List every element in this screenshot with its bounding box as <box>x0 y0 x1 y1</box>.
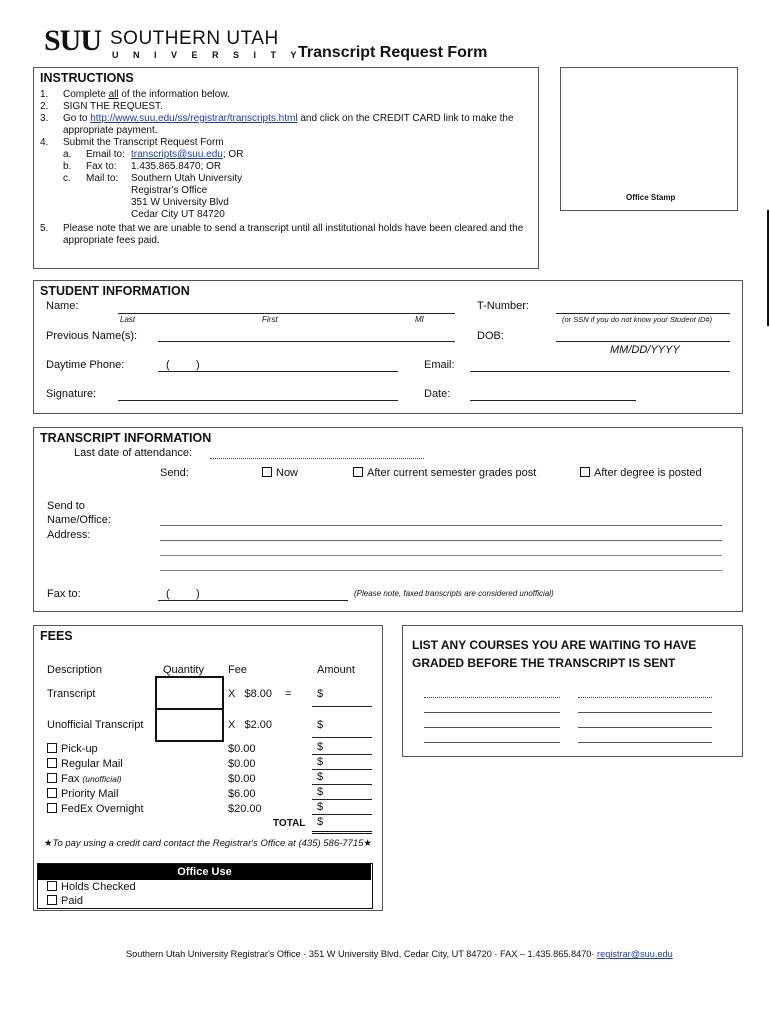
footer <box>126 949 673 959</box>
logo-name: SOUTHERN UTAH <box>110 28 279 49</box>
signature-input-line[interactable] <box>118 400 398 401</box>
send-after-semester-option[interactable] <box>353 467 536 479</box>
fax-to-label: Fax to: <box>47 588 81 600</box>
pickup-option[interactable] <box>47 743 98 755</box>
checkbox-icon[interactable] <box>47 743 57 753</box>
form-title: Transcript Request Form <box>298 44 488 61</box>
course-line[interactable] <box>424 742 560 743</box>
send-now-label: Now <box>276 467 299 479</box>
send-after-degree-option[interactable] <box>580 467 702 479</box>
logo-sub: U N I V E R S I T Y <box>112 50 299 60</box>
phone-paren-close: ) <box>196 359 200 371</box>
step-text: Please note that we are unable to send a transcript until all institutional holds have been cleared and the <box>63 223 524 234</box>
course-line[interactable] <box>578 697 712 698</box>
last-name-hint: Last <box>120 315 136 324</box>
phone-paren-open: ( <box>166 359 170 371</box>
last-attendance-label: Last date of attendance: <box>74 447 193 459</box>
course-line[interactable] <box>424 697 560 698</box>
checkbox-icon[interactable] <box>353 467 363 477</box>
col-fee: Fee <box>228 664 247 676</box>
transcripts-page-link[interactable]: http://www.suu.edu/ss/registrar/transcripts.html <box>90 113 298 124</box>
page-edge-mark <box>767 210 769 326</box>
dollar-sign: $ <box>317 786 324 798</box>
fedex-label: FedEx Overnight <box>61 803 144 815</box>
course-line[interactable] <box>424 712 560 713</box>
regular-mail-label: Regular Mail <box>61 758 123 770</box>
fax-option[interactable] <box>47 773 122 785</box>
mail-address-line: Registrar's Office <box>131 185 208 196</box>
unofficial-fee: X $2.00 <box>228 719 273 731</box>
regular-mail-fee: $0.00 <box>228 758 256 770</box>
mail-address-line: 351 W University Blvd <box>131 197 229 208</box>
dollar-sign: $ <box>317 688 324 700</box>
pickup-fee: $0.00 <box>228 743 256 755</box>
unofficial-quantity-box[interactable] <box>155 708 224 742</box>
previous-names-label: Previous Name(s): <box>46 330 138 342</box>
fees-title: FEES <box>40 629 73 643</box>
substep-text: Mail to: <box>86 173 119 184</box>
student-info-title: STUDENT INFORMATION <box>40 284 190 298</box>
course-line[interactable] <box>578 727 712 728</box>
phone-input-line[interactable] <box>158 371 398 372</box>
send-now-option[interactable] <box>262 467 298 479</box>
fax-label: Fax <box>61 773 80 785</box>
checkbox-icon[interactable] <box>262 467 272 477</box>
office-stamp-box <box>560 67 738 211</box>
office-use-label: Office Use <box>177 866 232 878</box>
previous-names-input-line[interactable] <box>158 341 455 342</box>
instructions-title: INSTRUCTIONS <box>40 71 134 85</box>
checkbox-icon[interactable] <box>47 895 57 905</box>
date-input-line[interactable] <box>470 400 636 401</box>
step-text-underline: all <box>108 89 119 100</box>
first-name-hint: First <box>262 315 278 324</box>
step-number: 2. <box>40 101 49 112</box>
fax-paren-open: ( <box>166 588 170 600</box>
mi-hint: MI <box>415 315 424 324</box>
instructions-list <box>40 89 530 247</box>
unofficial-item: Unofficial Transcript <box>47 719 144 731</box>
fax-unofficial-note: (unofficial) <box>82 774 122 784</box>
transcript-equals: = <box>285 688 292 700</box>
fax-number: 1.435.865.8470; OR <box>131 161 222 172</box>
course-line[interactable] <box>578 742 712 743</box>
total-amount-line[interactable] <box>312 829 372 834</box>
tnumber-input-line[interactable] <box>556 313 730 314</box>
date-label: Date: <box>424 388 451 400</box>
send-after-degree-label: After degree is posted <box>594 467 702 479</box>
paid-option[interactable] <box>47 895 83 907</box>
last-attendance-input-line[interactable] <box>210 458 424 459</box>
substep-letter: a. <box>63 149 72 160</box>
send-after-semester-label: After current semester grades post <box>367 467 537 479</box>
transcripts-email-link[interactable]: transcripts@suu.edu <box>131 149 223 160</box>
fax-note: (Please note, faxed transcripts are considered unofficial) <box>354 589 554 598</box>
paid-label: Paid <box>61 895 84 907</box>
step-text: SIGN THE REQUEST. <box>63 101 163 112</box>
fax-paren-close: ) <box>196 588 200 600</box>
mail-address-line: Southern Utah University <box>131 173 243 184</box>
fedex-fee: $20.00 <box>228 803 262 815</box>
dollar-sign: $ <box>317 771 324 783</box>
send-to-line-3[interactable] <box>160 555 722 556</box>
holds-checked-label: Holds Checked <box>61 881 136 893</box>
col-description: Description <box>47 664 103 676</box>
email-input-line[interactable] <box>470 371 730 372</box>
dob-label: DOB: <box>477 330 504 342</box>
step-text: and click on the CREDIT CARD link to make the <box>297 113 514 124</box>
dollar-sign: $ <box>317 816 324 828</box>
total-label: TOTAL <box>273 818 306 829</box>
checkbox-icon[interactable] <box>47 803 57 813</box>
dollar-sign: $ <box>317 719 324 731</box>
fedex-option[interactable] <box>47 803 144 815</box>
regular-mail-option[interactable] <box>47 758 123 770</box>
step-text: Complete <box>63 89 109 100</box>
transcript-quantity-box[interactable] <box>155 676 224 710</box>
step-text: Submit the Transcript Request Form <box>63 137 224 148</box>
priority-mail-fee: $6.00 <box>228 788 256 800</box>
suu-logo <box>44 24 299 66</box>
registrar-email-link[interactable]: registrar@suu.edu <box>597 949 673 959</box>
step-number: 5. <box>40 223 49 234</box>
pickup-label: Pick-up <box>61 743 98 755</box>
priority-mail-label: Priority Mail <box>61 788 119 800</box>
step-text: of the information below. <box>118 89 230 100</box>
course-line[interactable] <box>578 712 712 713</box>
dollar-sign: $ <box>317 801 324 813</box>
courses-title-line-2: GRADED BEFORE THE TRANSCRIPT IS SENT <box>412 656 676 670</box>
office-stamp-label: Office Stamp <box>626 193 676 202</box>
checkbox-icon[interactable] <box>47 758 57 768</box>
substep-letter: b. <box>63 161 72 172</box>
checkbox-icon[interactable] <box>47 881 57 891</box>
transcript-amount-line[interactable] <box>312 706 372 707</box>
dob-input-line[interactable] <box>556 341 730 342</box>
transcript-item: Transcript <box>47 688 96 700</box>
courses-title-line-1: LIST ANY COURSES YOU ARE WAITING TO HAVE <box>412 638 697 652</box>
step-text: appropriate payment. <box>63 125 158 136</box>
checkbox-icon[interactable] <box>580 467 590 477</box>
dob-format-hint: MM/DD/YYYY <box>610 344 680 356</box>
priority-mail-amount-line[interactable] <box>312 799 372 800</box>
col-quantity: Quantity <box>163 664 204 676</box>
checkbox-icon[interactable] <box>47 788 57 798</box>
col-amount: Amount <box>317 664 355 676</box>
substep-letter: c. <box>63 173 71 184</box>
name-label: Name: <box>46 300 79 312</box>
footer-text: Southern Utah University Registrar's Office · 351 W University Blvd, Cedar City, UT 84720 · FAX – 1.435.865.8470· <box>126 949 598 959</box>
name-input-line[interactable] <box>118 313 455 314</box>
send-label: Send: <box>160 467 189 479</box>
dollar-sign: $ <box>317 741 324 753</box>
fedex-amount-line[interactable] <box>312 814 372 815</box>
step-text: appropriate fees paid. <box>63 235 160 246</box>
substep-text: Fax to: <box>86 161 117 172</box>
holds-checked-option[interactable] <box>47 881 136 893</box>
send-to-line-2[interactable] <box>160 540 722 541</box>
phone-label: Daytime Phone: <box>46 359 125 371</box>
step-number: 4. <box>40 137 49 148</box>
transcript-fee: X $8.00 <box>228 688 273 700</box>
dollar-sign: $ <box>317 756 324 768</box>
fax-input-line[interactable] <box>158 600 348 601</box>
credit-card-note: ★To pay using a credit card contact the Registrar's Office at (435) 586-7715★ <box>44 838 372 849</box>
send-to-line-4[interactable] <box>160 570 722 571</box>
step-text: Go to <box>63 113 91 124</box>
send-to-label: Send to <box>47 500 85 512</box>
tnumber-label: T-Number: <box>477 300 529 312</box>
pickup-amount-line[interactable] <box>312 754 372 755</box>
transcript-info-title: TRANSCRIPT INFORMATION <box>40 431 212 445</box>
priority-mail-option[interactable] <box>47 788 118 800</box>
signature-label: Signature: <box>46 388 97 400</box>
ssn-note: (or SSN if you do not know your Student ID#) <box>562 315 713 324</box>
course-line[interactable] <box>424 727 560 728</box>
step-number: 1. <box>40 89 49 100</box>
address-label: Address: <box>47 529 91 541</box>
name-office-label: Name/Office: <box>47 514 111 526</box>
mail-address-line: Cedar City UT 84720 <box>131 209 225 220</box>
substep-text: ; OR <box>222 149 244 160</box>
email-label: Email: <box>424 359 455 371</box>
logo-mark: SUU <box>44 24 102 57</box>
fax-amount-line[interactable] <box>312 784 372 785</box>
step-number: 3. <box>40 113 49 124</box>
checkbox-icon[interactable] <box>47 773 57 783</box>
unofficial-amount-line[interactable] <box>312 737 372 738</box>
substep-text: Email to: <box>86 149 125 160</box>
fax-fee: $0.00 <box>228 773 256 785</box>
regular-mail-amount-line[interactable] <box>312 769 372 770</box>
send-to-line-1[interactable] <box>160 525 722 526</box>
